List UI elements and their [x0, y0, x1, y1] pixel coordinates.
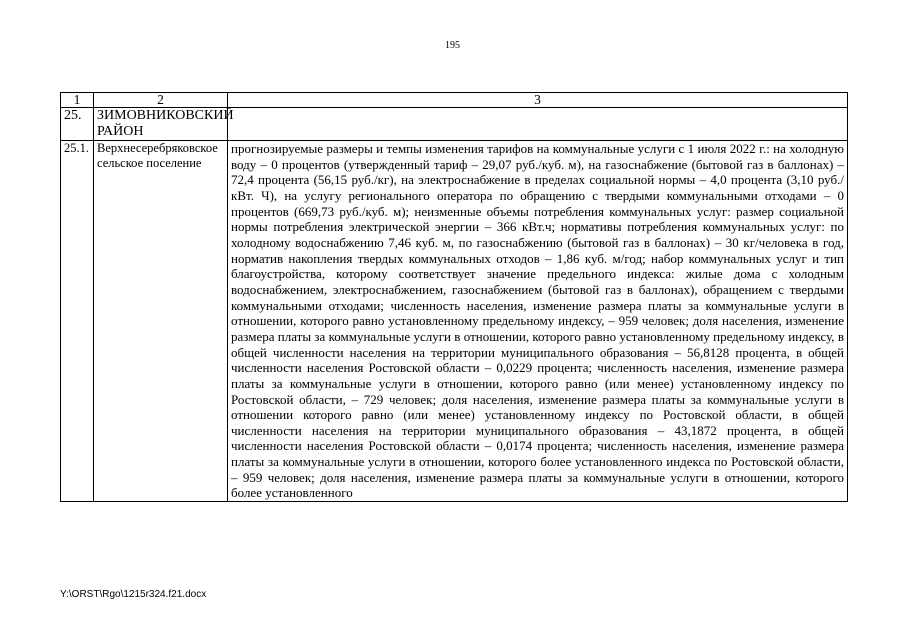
- header-cell-2: 2: [94, 93, 228, 108]
- header-cell-3: 3: [228, 93, 848, 108]
- header-cell-1: 1: [61, 93, 94, 108]
- table-row-settlement: [61, 141, 848, 502]
- footer-file-path: Y:\ORST\Rgo\1215r324.f21.docx: [60, 589, 207, 600]
- settlement-text: прогнозируемые размеры и темпы изменения тарифов на коммунальные услуги с 1 июля 2022 г.: на холодную воду – 0 процентов (утвержденный тариф – 29,07 руб./куб. м), на газоснабжение (бытовой газ в баллонах) – 72,4 процента (56,15 руб./кг), на электроснабжение в пределах социальной нормы – 4,0 процента (3,10 руб./кВт. Ч), на услугу регионального оператора по обращению с твердыми коммунальными отходами – 0 процентов (669,73 руб./куб. м); неизменные объемы потребления коммунальных услуг: размер социальной нормы потребления электрической энергии – 366 кВт.ч; нормативы потребления коммунальных услуг: по холодному водоснабжению 7,46 куб. м, по газоснабжению (бытовой газ в баллонах) – 30 кг/человека в год, норматив накопления твердых коммунальных отходов – 1,86 куб. м/год; набор коммунальных услуг и тип благоустройства, которому соответствует значение предельного индекса: жилые дома с холодным водоснабжением, электроснабжением, газоснабжением (бытовой газ в баллонах), обращением с твердыми коммунальными отходами; численность населения, изменение размера платы за коммунальные услуги в отношении, которого равно установленному предельному индексу, – 959 человек; доля населения, изменение размера платы за коммунальные услуги в отношении, которого равно установленному предельному индексу, в общей численности населения на территории муниципального образования – 56,8128 процента, в общей численности населения Ростовской области – 0,0229 процента; численность населения, изменение размера платы за коммунальные услуги в отношении, которого равно (или менее) установленному индексу по Ростовской области, – 729 человек; доля населения, изменение размера платы за коммунальные услуги в отношении которого равно (или менее) установленному индексу по Ростовской области, в общей численности населения на территории муниципального образования – 43,1872 процента, в общей численности населения Ростовской области – 0,0174 процента; численность населения, изменение размера платы за коммунальные услуги в отношении, которого более установленного индекса по Ростовской области, – 959 человек; доля населения, изменение размера платы за коммунальные услуги в отношении, которого более установленного: [228, 141, 848, 502]
- settlement-number: 25.1.: [61, 141, 94, 502]
- district-name: ЗИМОВНИКОВСКИЙ РАЙОН: [94, 108, 228, 141]
- data-table: [60, 92, 848, 502]
- settlement-name: Верхнесеребряковское сельское поселение: [94, 141, 228, 502]
- district-number: 25.: [61, 108, 94, 141]
- district-text: [228, 108, 848, 141]
- table-row-district: [61, 108, 848, 141]
- page-number: 195: [445, 40, 460, 51]
- table-header-row: [61, 93, 848, 108]
